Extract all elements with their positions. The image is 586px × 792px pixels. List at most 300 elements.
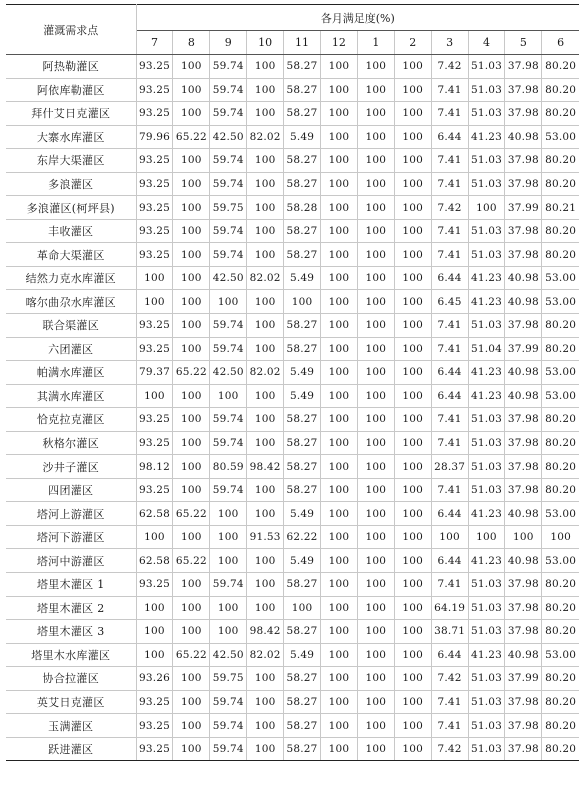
satisfaction-value-cell: 100	[394, 172, 431, 196]
satisfaction-value-cell: 58.27	[284, 78, 321, 102]
satisfaction-value-cell: 59.74	[210, 737, 247, 761]
satisfaction-value-cell: 80.20	[542, 172, 579, 196]
satisfaction-value-cell: 100	[320, 737, 357, 761]
table-row	[6, 78, 579, 102]
satisfaction-value-cell: 7.42	[431, 737, 468, 761]
satisfaction-value-cell: 100	[173, 737, 210, 761]
satisfaction-value-cell: 80.20	[542, 690, 579, 714]
satisfaction-value-cell: 62.58	[136, 549, 173, 573]
satisfaction-value-cell: 41.23	[468, 549, 505, 573]
satisfaction-value-cell: 53.00	[542, 643, 579, 667]
satisfaction-value-cell: 100	[357, 549, 394, 573]
satisfaction-value-cell: 100	[173, 102, 210, 126]
satisfaction-value-cell: 79.96	[136, 125, 173, 149]
satisfaction-value-cell: 51.03	[468, 667, 505, 691]
table-row	[6, 573, 579, 597]
satisfaction-value-cell: 62.22	[284, 525, 321, 549]
month-header-cell: 1	[357, 31, 394, 55]
table-row	[6, 455, 579, 479]
satisfaction-value-cell: 100	[394, 125, 431, 149]
satisfaction-value-cell: 41.23	[468, 125, 505, 149]
satisfaction-value-cell: 59.74	[210, 573, 247, 597]
satisfaction-value-cell: 100	[320, 620, 357, 644]
satisfaction-value-cell: 93.25	[136, 690, 173, 714]
satisfaction-value-cell: 51.03	[468, 478, 505, 502]
satisfaction-value-cell: 58.27	[284, 737, 321, 761]
satisfaction-value-cell: 59.75	[210, 196, 247, 220]
satisfaction-value-cell: 100	[394, 78, 431, 102]
satisfaction-value-cell: 93.25	[136, 478, 173, 502]
month-header-cell: 5	[505, 31, 542, 55]
month-header-cell: 4	[468, 31, 505, 55]
satisfaction-value-cell: 100	[394, 337, 431, 361]
satisfaction-value-cell: 41.23	[468, 266, 505, 290]
table-row	[6, 737, 579, 761]
satisfaction-value-cell: 100	[320, 478, 357, 502]
satisfaction-value-cell: 100	[247, 149, 284, 173]
table-row	[6, 314, 579, 338]
satisfaction-value-cell: 59.74	[210, 408, 247, 432]
satisfaction-value-cell: 100	[320, 384, 357, 408]
satisfaction-value-cell: 37.98	[505, 55, 542, 79]
satisfaction-value-cell: 100	[173, 219, 210, 243]
irrigation-area-cell: 协合拉灌区	[6, 667, 136, 691]
satisfaction-value-cell: 100	[320, 337, 357, 361]
satisfaction-value-cell: 65.22	[173, 361, 210, 385]
satisfaction-value-cell: 100	[542, 525, 579, 549]
irrigation-area-cell: 喀尔曲尕水库灌区	[6, 290, 136, 314]
satisfaction-value-cell: 7.41	[431, 149, 468, 173]
satisfaction-value-cell: 100	[320, 78, 357, 102]
satisfaction-value-cell: 6.45	[431, 290, 468, 314]
satisfaction-value-cell: 100	[357, 196, 394, 220]
satisfaction-value-cell: 100	[247, 384, 284, 408]
satisfaction-value-cell: 51.03	[468, 243, 505, 267]
satisfaction-value-cell: 37.99	[505, 337, 542, 361]
irrigation-area-cell: 帕满水库灌区	[6, 361, 136, 385]
satisfaction-value-cell: 100	[357, 149, 394, 173]
satisfaction-value-cell: 93.25	[136, 337, 173, 361]
satisfaction-value-cell: 100	[357, 102, 394, 126]
satisfaction-value-cell: 100	[394, 266, 431, 290]
irrigation-area-cell: 结然力克水库灌区	[6, 266, 136, 290]
satisfaction-value-cell: 5.49	[284, 549, 321, 573]
satisfaction-value-cell: 93.25	[136, 172, 173, 196]
satisfaction-value-cell: 80.21	[542, 196, 579, 220]
satisfaction-value-cell: 100	[247, 172, 284, 196]
satisfaction-value-cell: 41.23	[468, 643, 505, 667]
satisfaction-value-cell: 7.41	[431, 408, 468, 432]
satisfaction-value-cell: 100	[394, 361, 431, 385]
satisfaction-value-cell: 100	[357, 643, 394, 667]
satisfaction-value-cell: 37.98	[505, 408, 542, 432]
satisfaction-value-cell: 100	[247, 337, 284, 361]
satisfaction-value-cell: 53.00	[542, 125, 579, 149]
satisfaction-value-cell: 93.25	[136, 431, 173, 455]
satisfaction-value-cell: 80.20	[542, 431, 579, 455]
satisfaction-value-cell: 5.49	[284, 502, 321, 526]
satisfaction-value-cell: 58.27	[284, 455, 321, 479]
satisfaction-value-cell: 53.00	[542, 502, 579, 526]
satisfaction-value-cell: 100	[210, 502, 247, 526]
satisfaction-value-cell: 37.98	[505, 596, 542, 620]
month-header-cell: 10	[247, 31, 284, 55]
satisfaction-value-cell: 100	[136, 384, 173, 408]
satisfaction-value-cell: 53.00	[542, 290, 579, 314]
satisfaction-value-cell: 51.03	[468, 620, 505, 644]
table-row	[6, 196, 579, 220]
table-row	[6, 596, 579, 620]
satisfaction-value-cell: 41.23	[468, 384, 505, 408]
satisfaction-value-cell: 59.74	[210, 314, 247, 338]
satisfaction-value-cell: 100	[468, 196, 505, 220]
satisfaction-value-cell: 80.20	[542, 55, 579, 79]
satisfaction-value-cell: 100	[320, 219, 357, 243]
month-header-cell: 3	[431, 31, 468, 55]
satisfaction-value-cell: 100	[320, 455, 357, 479]
table-row	[6, 337, 579, 361]
satisfaction-value-cell: 51.03	[468, 408, 505, 432]
satisfaction-value-cell: 100	[173, 667, 210, 691]
satisfaction-value-cell: 100	[320, 690, 357, 714]
satisfaction-value-cell: 100	[320, 431, 357, 455]
satisfaction-value-cell: 100	[173, 337, 210, 361]
satisfaction-value-cell: 7.41	[431, 102, 468, 126]
satisfaction-value-cell: 100	[357, 125, 394, 149]
satisfaction-value-cell: 100	[394, 737, 431, 761]
satisfaction-value-cell: 58.27	[284, 149, 321, 173]
irrigation-area-cell: 塔里木水库灌区	[6, 643, 136, 667]
satisfaction-value-cell: 100	[136, 266, 173, 290]
satisfaction-value-cell: 100	[136, 596, 173, 620]
irrigation-area-cell: 塔里木灌区 2	[6, 596, 136, 620]
satisfaction-value-cell: 65.22	[173, 502, 210, 526]
satisfaction-value-cell: 58.27	[284, 620, 321, 644]
satisfaction-value-cell: 40.98	[505, 266, 542, 290]
satisfaction-value-cell: 100	[210, 525, 247, 549]
satisfaction-value-cell: 100	[320, 149, 357, 173]
satisfaction-value-cell: 93.25	[136, 408, 173, 432]
irrigation-area-cell: 阿依库勒灌区	[6, 78, 136, 102]
satisfaction-value-cell: 100	[357, 690, 394, 714]
satisfaction-value-cell: 5.49	[284, 266, 321, 290]
satisfaction-value-cell: 100	[173, 620, 210, 644]
satisfaction-value-cell: 100	[357, 737, 394, 761]
satisfaction-value-cell: 58.27	[284, 243, 321, 267]
irrigation-area-cell: 六团灌区	[6, 337, 136, 361]
satisfaction-value-cell: 93.25	[136, 55, 173, 79]
satisfaction-value-cell: 100	[247, 690, 284, 714]
satisfaction-value-cell: 6.44	[431, 266, 468, 290]
satisfaction-value-cell: 100	[247, 314, 284, 338]
satisfaction-value-cell: 58.27	[284, 172, 321, 196]
satisfaction-value-cell: 93.25	[136, 737, 173, 761]
satisfaction-value-cell: 100	[320, 55, 357, 79]
satisfaction-value-cell: 100	[394, 620, 431, 644]
satisfaction-value-cell: 7.41	[431, 314, 468, 338]
month-header-cell: 2	[394, 31, 431, 55]
satisfaction-value-cell: 80.20	[542, 737, 579, 761]
satisfaction-value-cell: 93.25	[136, 219, 173, 243]
satisfaction-value-cell: 40.98	[505, 384, 542, 408]
satisfaction-value-cell: 93.25	[136, 314, 173, 338]
irrigation-area-cell: 多浪灌区	[6, 172, 136, 196]
irrigation-area-cell: 四团灌区	[6, 478, 136, 502]
satisfaction-value-cell: 100	[394, 102, 431, 126]
satisfaction-value-cell: 100	[173, 525, 210, 549]
table-row	[6, 667, 579, 691]
satisfaction-value-cell: 100	[136, 290, 173, 314]
table-row	[6, 690, 579, 714]
satisfaction-value-cell: 100	[357, 243, 394, 267]
satisfaction-value-cell: 40.98	[505, 549, 542, 573]
satisfaction-value-cell: 80.20	[542, 149, 579, 173]
satisfaction-value-cell: 37.98	[505, 737, 542, 761]
satisfaction-value-cell: 51.03	[468, 455, 505, 479]
satisfaction-value-cell: 100	[394, 455, 431, 479]
satisfaction-value-cell: 58.27	[284, 573, 321, 597]
satisfaction-value-cell: 65.22	[173, 643, 210, 667]
satisfaction-value-cell: 100	[357, 478, 394, 502]
satisfaction-value-cell: 100	[357, 667, 394, 691]
table-row	[6, 102, 579, 126]
month-header-cell: 12	[320, 31, 357, 55]
irrigation-area-cell: 塔河下游灌区	[6, 525, 136, 549]
satisfaction-value-cell: 100	[357, 573, 394, 597]
satisfaction-value-cell: 80.20	[542, 314, 579, 338]
table-row	[6, 525, 579, 549]
satisfaction-value-cell: 59.74	[210, 78, 247, 102]
satisfaction-value-cell: 6.44	[431, 549, 468, 573]
table-row	[6, 361, 579, 385]
table-row	[6, 620, 579, 644]
satisfaction-value-cell: 100	[394, 290, 431, 314]
satisfaction-value-cell: 80.20	[542, 243, 579, 267]
satisfaction-value-cell: 51.03	[468, 102, 505, 126]
satisfaction-value-cell: 100	[394, 690, 431, 714]
satisfaction-value-cell: 42.50	[210, 125, 247, 149]
satisfaction-value-cell: 58.27	[284, 55, 321, 79]
irrigation-area-cell: 大寨水库灌区	[6, 125, 136, 149]
satisfaction-value-cell: 93.26	[136, 667, 173, 691]
month-header-cell: 9	[210, 31, 247, 55]
satisfaction-value-cell: 80.20	[542, 78, 579, 102]
satisfaction-value-cell: 58.28	[284, 196, 321, 220]
irrigation-area-cell: 革命大渠灌区	[6, 243, 136, 267]
satisfaction-value-cell: 51.03	[468, 78, 505, 102]
satisfaction-value-cell: 82.02	[247, 643, 284, 667]
satisfaction-value-cell: 59.74	[210, 337, 247, 361]
satisfaction-value-cell: 37.98	[505, 219, 542, 243]
satisfaction-value-cell: 100	[320, 290, 357, 314]
satisfaction-value-cell: 100	[247, 549, 284, 573]
satisfaction-value-cell: 58.27	[284, 337, 321, 361]
satisfaction-value-cell: 7.41	[431, 478, 468, 502]
irrigation-area-cell: 拜什艾日克灌区	[6, 102, 136, 126]
satisfaction-value-cell: 62.58	[136, 502, 173, 526]
satisfaction-value-cell: 7.42	[431, 667, 468, 691]
satisfaction-value-cell: 100	[320, 314, 357, 338]
irrigation-area-cell: 塔里木灌区 3	[6, 620, 136, 644]
irrigation-area-cell: 其满水库灌区	[6, 384, 136, 408]
satisfaction-value-cell: 93.25	[136, 573, 173, 597]
satisfaction-value-cell: 100	[247, 196, 284, 220]
satisfaction-value-cell: 100	[357, 502, 394, 526]
satisfaction-value-cell: 40.98	[505, 502, 542, 526]
table-row	[6, 549, 579, 573]
satisfaction-value-cell: 100	[357, 455, 394, 479]
satisfaction-value-cell: 100	[394, 149, 431, 173]
satisfaction-value-cell: 59.74	[210, 172, 247, 196]
satisfaction-value-cell: 37.98	[505, 243, 542, 267]
satisfaction-value-cell: 58.27	[284, 690, 321, 714]
satisfaction-value-cell: 100	[357, 172, 394, 196]
satisfaction-value-cell: 58.27	[284, 102, 321, 126]
satisfaction-value-cell: 100	[247, 714, 284, 738]
satisfaction-value-cell: 100	[394, 384, 431, 408]
satisfaction-value-cell: 37.99	[505, 667, 542, 691]
table-row	[6, 290, 579, 314]
satisfaction-value-cell: 65.22	[173, 125, 210, 149]
satisfaction-value-cell: 100	[284, 290, 321, 314]
satisfaction-value-cell: 6.44	[431, 125, 468, 149]
satisfaction-value-cell: 100	[357, 361, 394, 385]
satisfaction-value-cell: 100	[247, 290, 284, 314]
satisfaction-value-cell: 7.41	[431, 714, 468, 738]
irrigation-area-cell: 联合渠灌区	[6, 314, 136, 338]
satisfaction-value-cell: 100	[247, 737, 284, 761]
satisfaction-value-cell: 7.41	[431, 431, 468, 455]
satisfaction-value-cell: 59.75	[210, 667, 247, 691]
satisfaction-value-cell: 59.74	[210, 431, 247, 455]
satisfaction-value-cell: 98.12	[136, 455, 173, 479]
satisfaction-value-cell: 100	[173, 596, 210, 620]
irrigation-area-cell: 丰收灌区	[6, 219, 136, 243]
satisfaction-value-cell: 80.20	[542, 478, 579, 502]
satisfaction-value-cell: 100	[210, 620, 247, 644]
satisfaction-value-cell: 80.20	[542, 337, 579, 361]
satisfaction-value-cell: 100	[210, 549, 247, 573]
satisfaction-value-cell: 7.41	[431, 219, 468, 243]
satisfaction-value-cell: 100	[357, 55, 394, 79]
satisfaction-value-cell: 28.37	[431, 455, 468, 479]
satisfaction-value-cell: 51.03	[468, 55, 505, 79]
satisfaction-value-cell: 100	[247, 219, 284, 243]
satisfaction-value-cell: 93.25	[136, 78, 173, 102]
table-row	[6, 219, 579, 243]
satisfaction-value-cell: 100	[468, 525, 505, 549]
satisfaction-value-cell: 82.02	[247, 266, 284, 290]
table-row	[6, 431, 579, 455]
satisfaction-value-cell: 40.98	[505, 125, 542, 149]
satisfaction-value-cell: 80.20	[542, 102, 579, 126]
satisfaction-value-cell: 93.25	[136, 102, 173, 126]
month-header-cell: 8	[173, 31, 210, 55]
satisfaction-value-cell: 100	[320, 408, 357, 432]
table-row	[6, 149, 579, 173]
satisfaction-value-cell: 58.27	[284, 219, 321, 243]
table-row	[6, 408, 579, 432]
satisfaction-value-cell: 100	[247, 55, 284, 79]
satisfaction-value-cell: 100	[394, 714, 431, 738]
irrigation-area-cell: 东岸大渠灌区	[6, 149, 136, 173]
table-row	[6, 643, 579, 667]
satisfaction-value-cell: 100	[394, 478, 431, 502]
satisfaction-value-cell: 100	[357, 525, 394, 549]
satisfaction-value-cell: 100	[357, 337, 394, 361]
satisfaction-value-cell: 58.27	[284, 408, 321, 432]
satisfaction-value-cell: 100	[173, 573, 210, 597]
satisfaction-value-cell: 100	[320, 172, 357, 196]
table-row	[6, 243, 579, 267]
satisfaction-value-cell: 100	[394, 219, 431, 243]
satisfaction-value-cell: 100	[247, 243, 284, 267]
satisfaction-value-cell: 58.27	[284, 667, 321, 691]
satisfaction-value-cell: 100	[394, 573, 431, 597]
table-row	[6, 714, 579, 738]
satisfaction-value-cell: 100	[320, 525, 357, 549]
satisfaction-value-cell: 100	[357, 714, 394, 738]
satisfaction-value-cell: 58.27	[284, 478, 321, 502]
satisfaction-value-cell: 41.23	[468, 361, 505, 385]
satisfaction-value-cell: 53.00	[542, 266, 579, 290]
satisfaction-value-cell: 100	[247, 431, 284, 455]
satisfaction-value-cell: 51.04	[468, 337, 505, 361]
satisfaction-value-cell: 100	[173, 243, 210, 267]
table-row	[6, 55, 579, 79]
satisfaction-value-cell: 100	[394, 525, 431, 549]
satisfaction-value-cell: 100	[357, 314, 394, 338]
satisfaction-value-cell: 100	[357, 408, 394, 432]
satisfaction-value-cell: 100	[173, 172, 210, 196]
irrigation-area-cell: 恰克拉克灌区	[6, 408, 136, 432]
satisfaction-value-cell: 100	[173, 314, 210, 338]
satisfaction-value-cell: 5.49	[284, 125, 321, 149]
satisfaction-value-cell: 100	[247, 573, 284, 597]
satisfaction-value-cell: 100	[173, 690, 210, 714]
satisfaction-value-cell: 5.49	[284, 643, 321, 667]
satisfaction-value-cell: 93.25	[136, 714, 173, 738]
satisfaction-value-cell: 100	[210, 384, 247, 408]
satisfaction-value-cell: 59.74	[210, 714, 247, 738]
satisfaction-value-cell: 40.98	[505, 361, 542, 385]
area-column-header: 灌溉需求点	[6, 5, 136, 55]
satisfaction-value-cell: 51.03	[468, 737, 505, 761]
satisfaction-value-cell: 100	[320, 243, 357, 267]
satisfaction-value-cell: 100	[320, 125, 357, 149]
satisfaction-value-cell: 98.42	[247, 455, 284, 479]
satisfaction-value-cell: 7.42	[431, 55, 468, 79]
satisfaction-value-cell: 38.71	[431, 620, 468, 644]
satisfaction-value-cell: 51.03	[468, 431, 505, 455]
satisfaction-value-cell: 59.74	[210, 690, 247, 714]
satisfaction-value-cell: 100	[357, 219, 394, 243]
satisfaction-value-cell: 5.49	[284, 361, 321, 385]
satisfaction-value-cell: 80.20	[542, 219, 579, 243]
satisfaction-value-cell: 100	[320, 361, 357, 385]
satisfaction-value-cell: 100	[394, 408, 431, 432]
satisfaction-value-cell: 64.19	[431, 596, 468, 620]
satisfaction-value-cell: 100	[320, 196, 357, 220]
satisfaction-value-cell: 100	[320, 643, 357, 667]
satisfaction-value-cell: 100	[136, 643, 173, 667]
satisfaction-value-cell: 80.20	[542, 620, 579, 644]
satisfaction-value-cell: 80.20	[542, 408, 579, 432]
irrigation-area-cell: 玉满灌区	[6, 714, 136, 738]
irrigation-area-cell: 秋格尔灌区	[6, 431, 136, 455]
month-header-cell: 7	[136, 31, 173, 55]
satisfaction-value-cell: 100	[357, 78, 394, 102]
